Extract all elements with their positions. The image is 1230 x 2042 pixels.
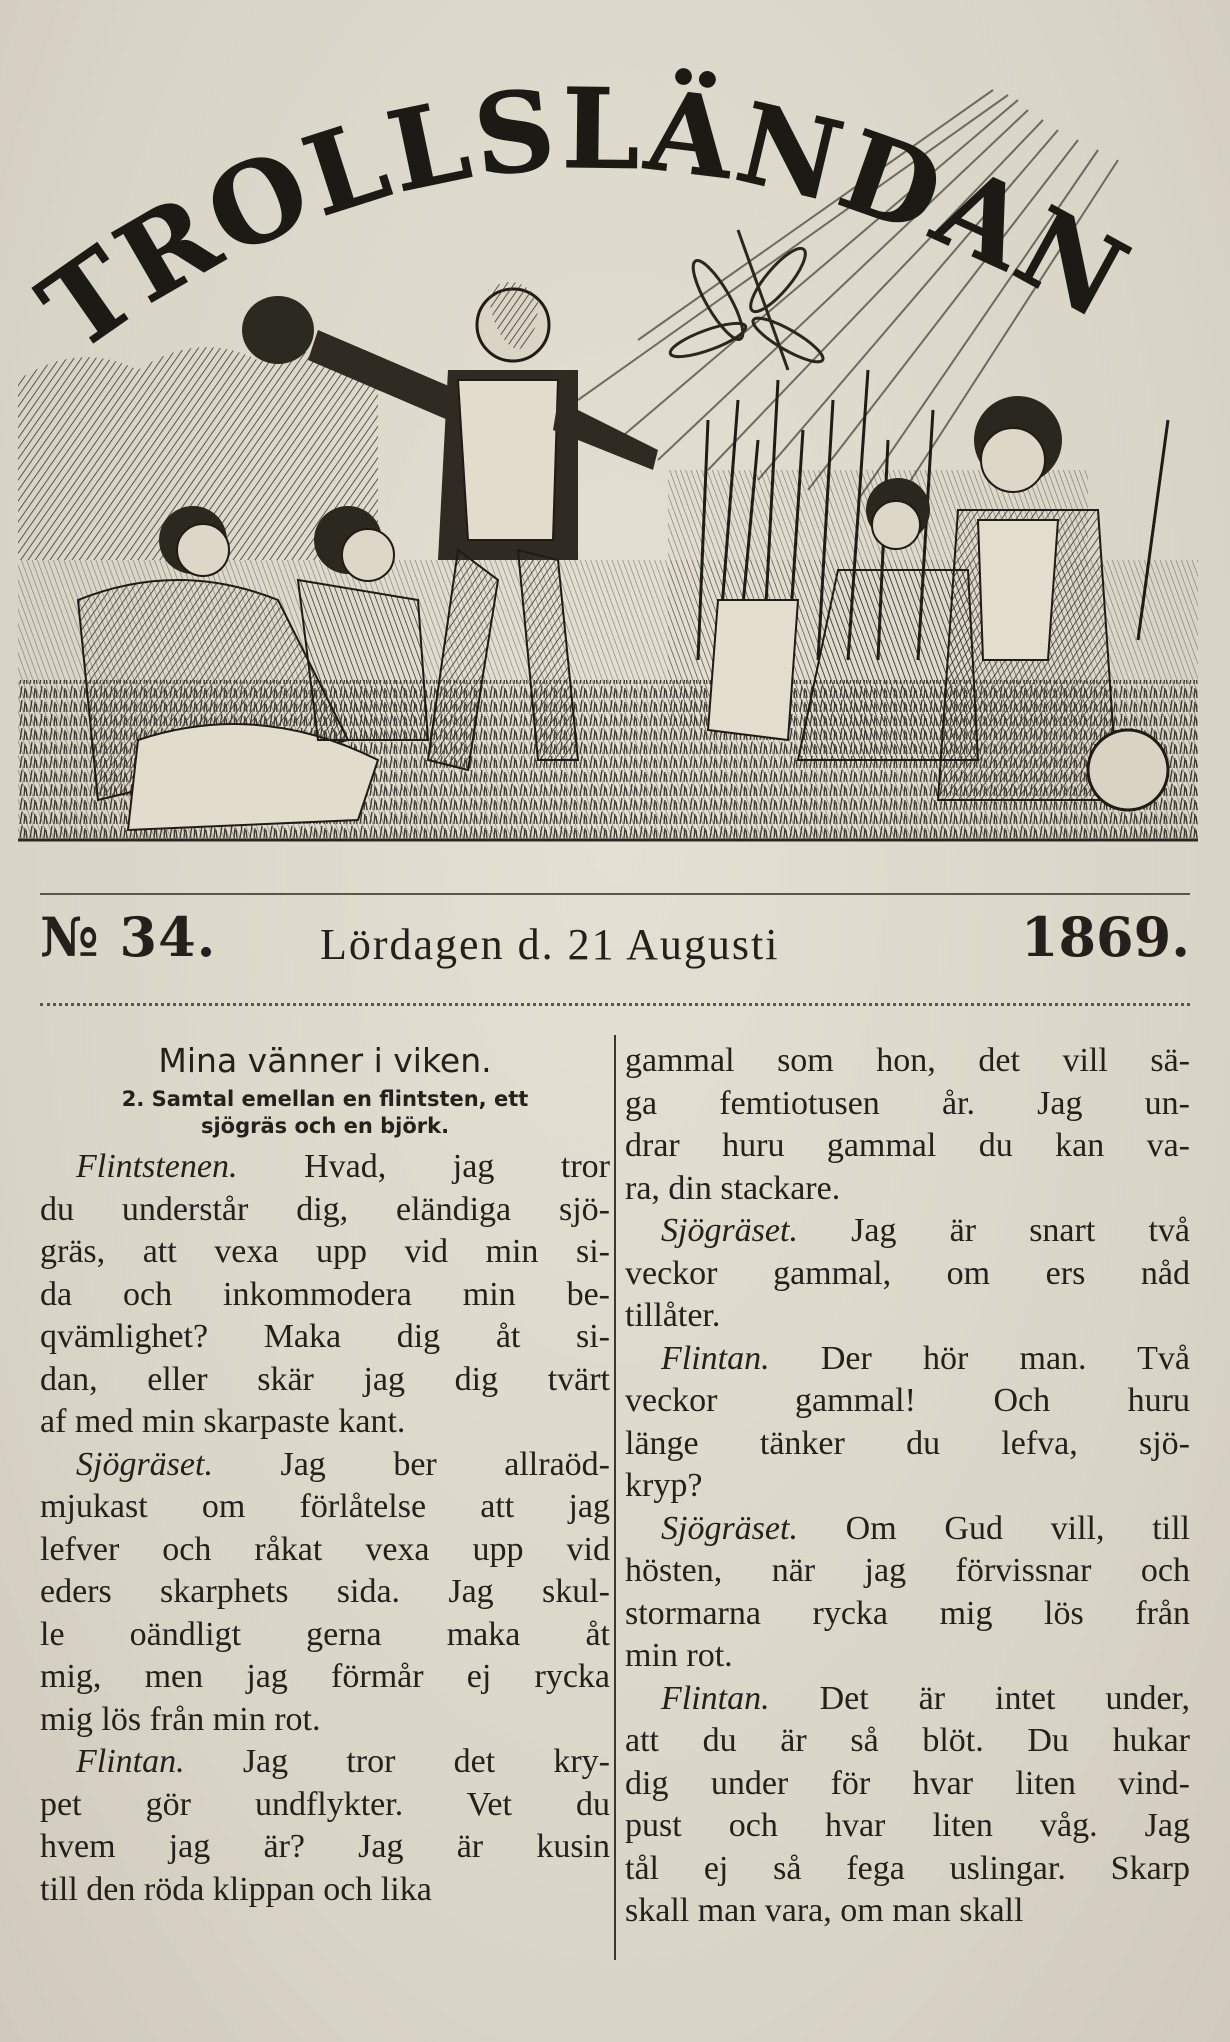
column-divider <box>614 1035 616 1960</box>
line-text: Jag ber allraöd- <box>280 1445 610 1483</box>
line-text: veckor gammal! Och huru <box>625 1382 1190 1419</box>
right-column <box>625 1040 1190 1933</box>
line-text: gammal som hon, det vill sä- <box>625 1042 1190 1079</box>
line-text: Jag är snart två <box>851 1212 1190 1249</box>
dateline <box>40 905 1190 995</box>
speaker-name: Flintan. <box>661 1679 770 1717</box>
left-column-line <box>40 1359 610 1402</box>
line-text: du understår dig, eländiga sjö- <box>40 1190 610 1228</box>
speaker-name: Sjögräset. <box>661 1212 798 1249</box>
speaker-name: Flintstenen. <box>76 1148 238 1185</box>
line-text: stormarna rycka mig lös från <box>625 1594 1190 1632</box>
speaker-name: Sjögräset. <box>76 1445 213 1483</box>
line-text: af med min skarpaste kant. <box>40 1403 406 1440</box>
masthead-illustration <box>18 40 1198 850</box>
line-text: Det är intet under, <box>819 1679 1190 1717</box>
left-column-line <box>40 1741 610 1784</box>
line-text: eders skarphets sida. Jag skul- <box>40 1573 610 1610</box>
article-title: Mina vänner i viken. <box>158 1041 492 1080</box>
left-column-line <box>40 1189 610 1232</box>
line-text: till den röda klippan och lika <box>40 1870 432 1908</box>
right-column-line <box>625 1805 1190 1848</box>
article-subtitle-line-1: 2. Samtal emellan en flintsten, ett <box>121 1087 529 1111</box>
right-column-line <box>625 1593 1190 1636</box>
issue-number: № 34. <box>40 905 217 969</box>
left-column-line <box>40 1231 610 1274</box>
left-column-line <box>40 1614 610 1657</box>
line-text: hvem jag är? Jag är kusin <box>40 1828 610 1865</box>
right-column-line <box>625 1678 1190 1721</box>
line-text: ga femtiotusen år. Jag un- <box>625 1084 1190 1122</box>
line-text: mig lös från min rot. <box>40 1700 321 1738</box>
line-text: tål ej så fega uslingar. Skarp <box>625 1849 1190 1887</box>
left-column-line <box>40 1274 610 1317</box>
right-column-text <box>625 1040 1190 1933</box>
speaker-name: Sjögräset. <box>661 1509 798 1547</box>
line-text: dig under för hvar liten vind- <box>625 1764 1190 1802</box>
right-column-line <box>625 1253 1190 1296</box>
line-text: hösten, när jag förvissnar och <box>625 1552 1190 1589</box>
line-text: mig, men jag förmår ej rycka <box>40 1658 610 1695</box>
article-subtitle-line-2: sjögräs och en björk. <box>200 1114 450 1138</box>
left-column-line <box>40 1571 610 1614</box>
line-text: dan, eller skär jag dig tvärt <box>40 1360 610 1398</box>
line-text: skall man vara, om man skall <box>625 1892 1024 1929</box>
left-column-line <box>40 1146 610 1189</box>
right-column-line <box>625 1508 1190 1551</box>
line-text: mjukast om förlåtelse att jag <box>40 1488 610 1525</box>
dateline-bottom-rule <box>40 1003 1190 1006</box>
masthead <box>18 40 1198 850</box>
line-text: le oändligt gerna maka åt <box>40 1615 610 1653</box>
line-text: pust och hvar liten våg. Jag <box>625 1807 1190 1844</box>
right-column-line <box>625 1465 1190 1508</box>
line-text: Om Gud vill, till <box>845 1509 1190 1547</box>
right-column-line <box>625 1295 1190 1338</box>
issue-date: Lördagen d. 21 Augusti <box>320 920 780 969</box>
line-text: att du är så blöt. Du hukar <box>625 1722 1190 1759</box>
left-column-line <box>40 1486 610 1529</box>
issue-year: 1869. <box>1020 905 1190 969</box>
speaker-name: Flintan. <box>661 1339 770 1377</box>
left-column-line <box>40 1699 610 1742</box>
right-column-line <box>625 1423 1190 1466</box>
left-column-line <box>40 1826 610 1869</box>
right-column-line <box>625 1720 1190 1763</box>
line-text: min rot. <box>625 1637 733 1674</box>
left-column <box>40 1040 610 1911</box>
right-column-line <box>625 1040 1190 1083</box>
line-text: qvämlighet? Maka dig åt si- <box>40 1318 610 1355</box>
left-column-line <box>40 1401 610 1444</box>
line-text: ra, din stackare. <box>625 1169 841 1207</box>
right-column-line <box>625 1890 1190 1933</box>
right-column-line <box>625 1763 1190 1806</box>
left-column-line <box>40 1529 610 1572</box>
line-text: Hvad, jag tror <box>304 1148 611 1185</box>
line-text: Jag tror det kry- <box>242 1743 610 1780</box>
line-text: tillåter. <box>625 1297 721 1334</box>
left-column-line <box>40 1316 610 1359</box>
right-column-line <box>625 1168 1190 1211</box>
line-text: kryp? <box>625 1467 703 1504</box>
line-text: länge tänker du lefva, sjö- <box>625 1424 1190 1462</box>
line-text: Der hör man. Två <box>820 1339 1190 1377</box>
left-column-line <box>40 1784 610 1827</box>
line-text: drar huru gammal du kan va- <box>625 1127 1190 1164</box>
left-column-text <box>40 1146 610 1911</box>
line-text: gräs, att vexa upp vid min si- <box>40 1233 610 1270</box>
right-column-line <box>625 1848 1190 1891</box>
right-column-line <box>625 1125 1190 1168</box>
line-text: lefver och råkat vexa upp vid <box>40 1530 610 1568</box>
line-text: veckor gammal, om ers nåd <box>625 1254 1190 1292</box>
dragonfly-icon <box>667 230 828 370</box>
right-column-line <box>625 1550 1190 1593</box>
line-text: pet gör undflykter. Vet du <box>40 1785 610 1823</box>
left-column-line <box>40 1444 610 1487</box>
left-column-line <box>40 1869 610 1912</box>
right-column-line <box>625 1210 1190 1253</box>
right-column-line <box>625 1635 1190 1678</box>
left-column-line <box>40 1656 610 1699</box>
right-column-line <box>625 1083 1190 1126</box>
dateline-top-rule <box>40 893 1190 895</box>
right-column-line <box>625 1338 1190 1381</box>
right-column-line <box>625 1380 1190 1423</box>
masthead-title: TROLLSLÄNDAN <box>18 64 1151 376</box>
speaker-name: Flintan. <box>76 1743 185 1780</box>
line-text: da och inkommodera min be- <box>40 1275 610 1313</box>
